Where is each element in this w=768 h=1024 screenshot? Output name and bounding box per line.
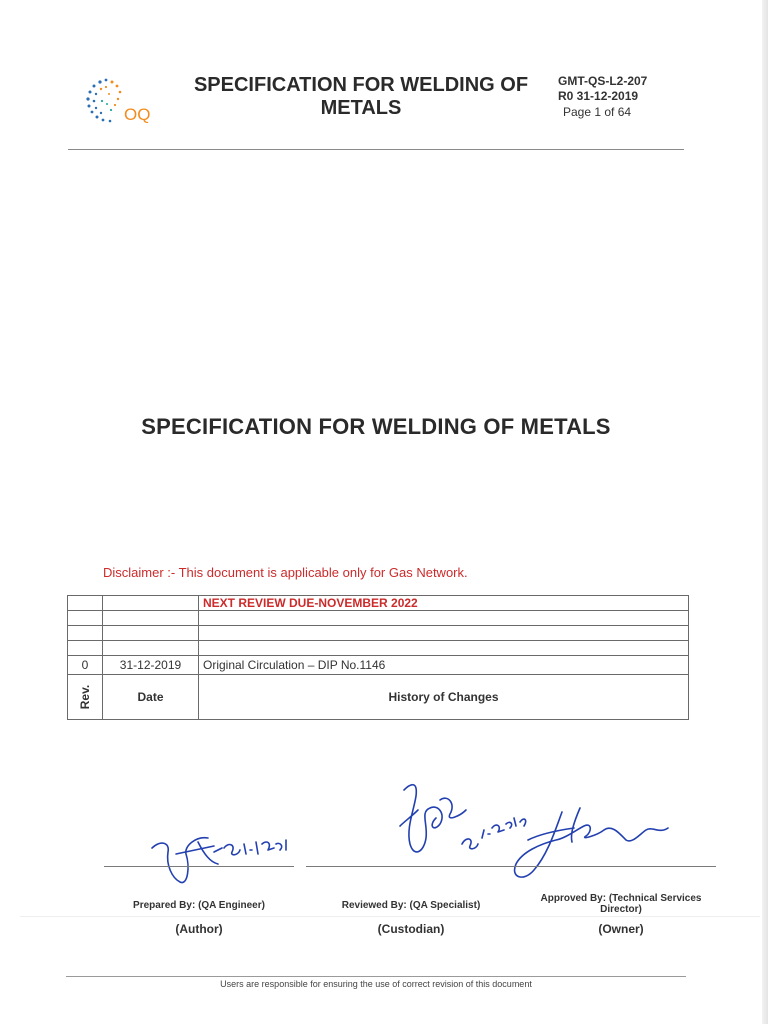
next-review-note: NEXT REVIEW DUE-NOVEMBER 2022 bbox=[199, 596, 689, 611]
approved-role: (Owner) bbox=[598, 922, 644, 936]
faint-scan-line bbox=[20, 916, 760, 917]
document-code: GMT-QS-L2-207 bbox=[558, 74, 648, 88]
table-row bbox=[68, 611, 689, 626]
reviewed-by-caption: Reviewed By: (QA Specialist) bbox=[341, 900, 481, 911]
footer-divider bbox=[66, 976, 686, 977]
prepared-signature-line bbox=[104, 866, 294, 867]
history-header: History of Changes bbox=[199, 675, 689, 720]
revision-history-table bbox=[67, 595, 689, 720]
prepared-by-caption: Prepared By: (QA Engineer) bbox=[133, 900, 265, 911]
oq-logo bbox=[80, 74, 164, 130]
reviewed-role: (Custodian) bbox=[377, 922, 445, 936]
header-title: SPECIFICATION FOR WELDING OF METALS bbox=[193, 74, 529, 119]
header-divider bbox=[68, 149, 684, 150]
document-main-title: SPECIFICATION FOR WELDING OF METALS bbox=[141, 414, 611, 439]
page-number: Page 1 of 64 bbox=[563, 105, 632, 119]
table-row bbox=[68, 626, 689, 641]
signatures-graphic bbox=[0, 770, 768, 910]
prepared-role: (Author) bbox=[175, 922, 223, 936]
logo-text: OQ bbox=[124, 105, 151, 124]
approved-by-caption: Approved By: (Technical Services Director) bbox=[540, 893, 702, 915]
reviewed-signature-date bbox=[462, 818, 526, 849]
prepared-signature bbox=[152, 838, 222, 883]
footer-note: Users are responsible for ensuring the use of correct revision of this document bbox=[220, 979, 532, 989]
document-revision: R0 31-12-2019 bbox=[558, 89, 639, 103]
table-row bbox=[68, 656, 689, 675]
reviewed-approved-signature-line bbox=[306, 866, 716, 867]
prepared-signature-date bbox=[224, 840, 286, 855]
table-row bbox=[68, 641, 689, 656]
disclaimer-text: Disclaimer :- This document is applicable only for Gas Network. bbox=[103, 565, 468, 580]
rev-header: Rev. bbox=[78, 684, 92, 710]
table-header-row bbox=[68, 675, 689, 720]
history-cell: Original Circulation – DIP No.1146 bbox=[199, 656, 689, 675]
date-header: Date bbox=[103, 675, 199, 720]
table-row bbox=[68, 596, 689, 611]
date-cell: 31-12-2019 bbox=[103, 656, 199, 675]
reviewed-signature bbox=[400, 785, 466, 852]
rev-cell: 0 bbox=[68, 656, 103, 675]
